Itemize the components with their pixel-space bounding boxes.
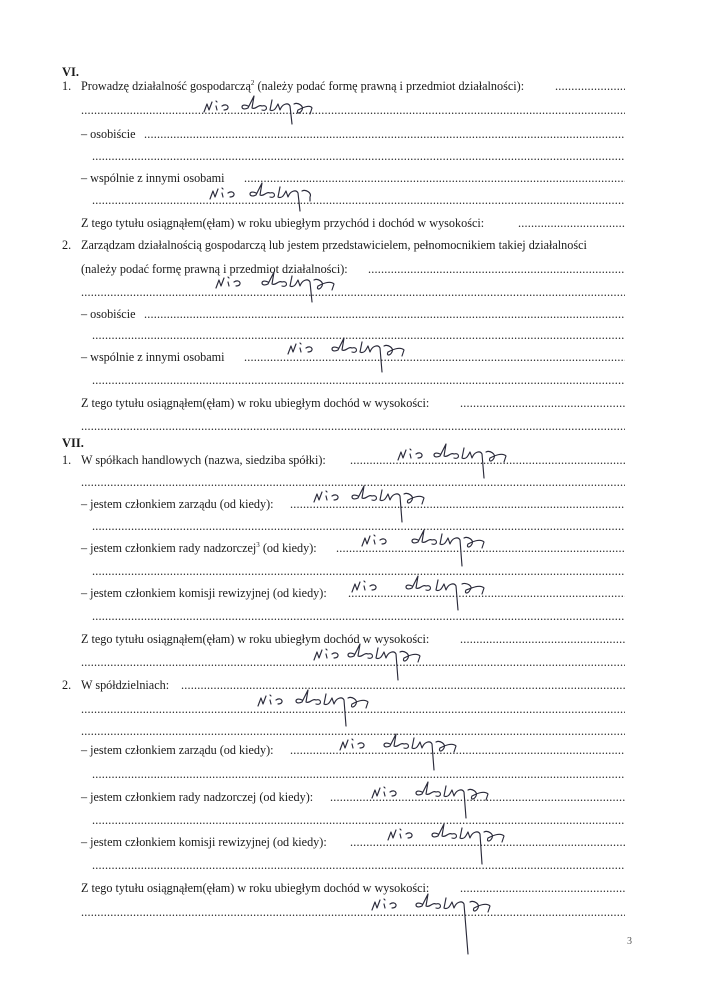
answer-dots <box>518 216 625 230</box>
section-vi-heading: VI. <box>62 65 80 79</box>
answer-dots <box>81 103 625 117</box>
answer-dots <box>92 858 625 872</box>
vi-q2-number: 2. <box>62 238 72 252</box>
vii-q2-board-label: – jestem członkiem zarządu (od kiedy): <box>81 743 274 757</box>
vi-q2-text-line2: (należy podać formę prawną i przedmiot działalności): <box>81 262 348 276</box>
answer-dots <box>81 724 625 738</box>
answer-dots <box>92 767 625 781</box>
answer-dots <box>92 609 625 623</box>
vi-q1-text: Prowadzę działalność gospodarczą$^2$ (należy podać formę prawną i przedmiot działalności): <box>81 78 525 93</box>
answer-dots <box>81 285 625 299</box>
vii-q1-supervisory-label: – jestem członkiem rady nadzorczej$^3$ (od kiedy): <box>81 540 317 555</box>
vii-q2-income-label: Z tego tytułu osiągnąłem(ęłam) w roku ubiegłym dochód w wysokości: <box>81 881 430 895</box>
handwritten-answer <box>366 890 516 960</box>
vi-q2-text-line1: Zarządzam działalnością gospodarczą lub jestem przedstawicielem, pełnomocnikiem takiej działalności <box>81 238 587 252</box>
answer-dots <box>92 149 625 163</box>
vi-q2-income-label: Z tego tytułu osiągnąłem(ęłam) w roku ubiegłym dochód w wysokości: <box>81 396 430 410</box>
footnote-marker: 2 <box>250 78 255 87</box>
answer-dots <box>330 790 625 804</box>
answer-dots <box>244 171 625 185</box>
answer-dots <box>290 497 625 511</box>
answer-dots <box>336 541 625 555</box>
vi-q1-personal-label: – osobiście <box>81 127 136 141</box>
answer-dots <box>92 813 625 827</box>
answer-dots <box>92 328 625 342</box>
answer-dots <box>181 678 625 692</box>
answer-dots <box>348 586 625 600</box>
vii-q1-audit-label: – jestem członkiem komisji rewizyjnej (od kiedy): <box>81 586 327 600</box>
answer-dots <box>92 373 625 387</box>
vi-q2-personal-label: – osobiście <box>81 307 136 321</box>
answer-dots <box>81 419 625 433</box>
answer-dots <box>368 262 625 276</box>
vii-q1-text: W spółkach handlowych (nazwa, siedziba spółki): <box>81 453 326 467</box>
vii-q1-income-label: Z tego tytułu osiągnąłem(ęłam) w roku ubiegłym dochód w wysokości: <box>81 632 430 646</box>
answer-dots <box>555 79 625 93</box>
vii-q2-audit-label: – jestem członkiem komisji rewizyjnej (od kiedy): <box>81 835 327 849</box>
page-number: 3 <box>627 936 632 947</box>
vi-q1-jointly-label: – wspólnie z innymi osobami <box>81 171 225 185</box>
answer-dots <box>81 655 625 669</box>
vii-q2-number: 2. <box>62 678 72 692</box>
answer-dots <box>81 702 625 716</box>
vi-q1-number: 1. <box>62 79 72 93</box>
section-vii-heading: VII. <box>62 436 84 450</box>
answer-dots <box>460 396 625 410</box>
answer-dots <box>460 632 625 646</box>
answer-dots <box>92 564 625 578</box>
vii-q2-supervisory-label: – jestem członkiem rady nadzorczej (od kiedy): <box>81 790 314 804</box>
vi-q2-jointly-label: – wspólnie z innymi osobami <box>81 350 225 364</box>
vii-q2-text: W spółdzielniach: <box>81 678 170 692</box>
answer-dots <box>92 519 625 533</box>
answer-dots <box>81 475 625 489</box>
answer-dots <box>144 307 625 321</box>
answer-dots <box>81 905 625 919</box>
answer-dots <box>460 881 625 895</box>
vii-q1-board-label: – jestem członkiem zarządu (od kiedy): <box>81 497 274 511</box>
answer-dots <box>144 127 625 141</box>
answer-dots <box>350 835 625 849</box>
answer-dots <box>244 350 625 364</box>
answer-dots <box>350 453 625 467</box>
vi-q1-income-label: Z tego tytułu osiągnąłem(ęłam) w roku ubiegłym przychód i dochód w wysokości: <box>81 216 485 230</box>
vii-q1-number: 1. <box>62 453 72 467</box>
answer-dots <box>92 193 625 207</box>
footnote-marker: 3 <box>256 540 260 549</box>
answer-dots <box>290 743 625 757</box>
